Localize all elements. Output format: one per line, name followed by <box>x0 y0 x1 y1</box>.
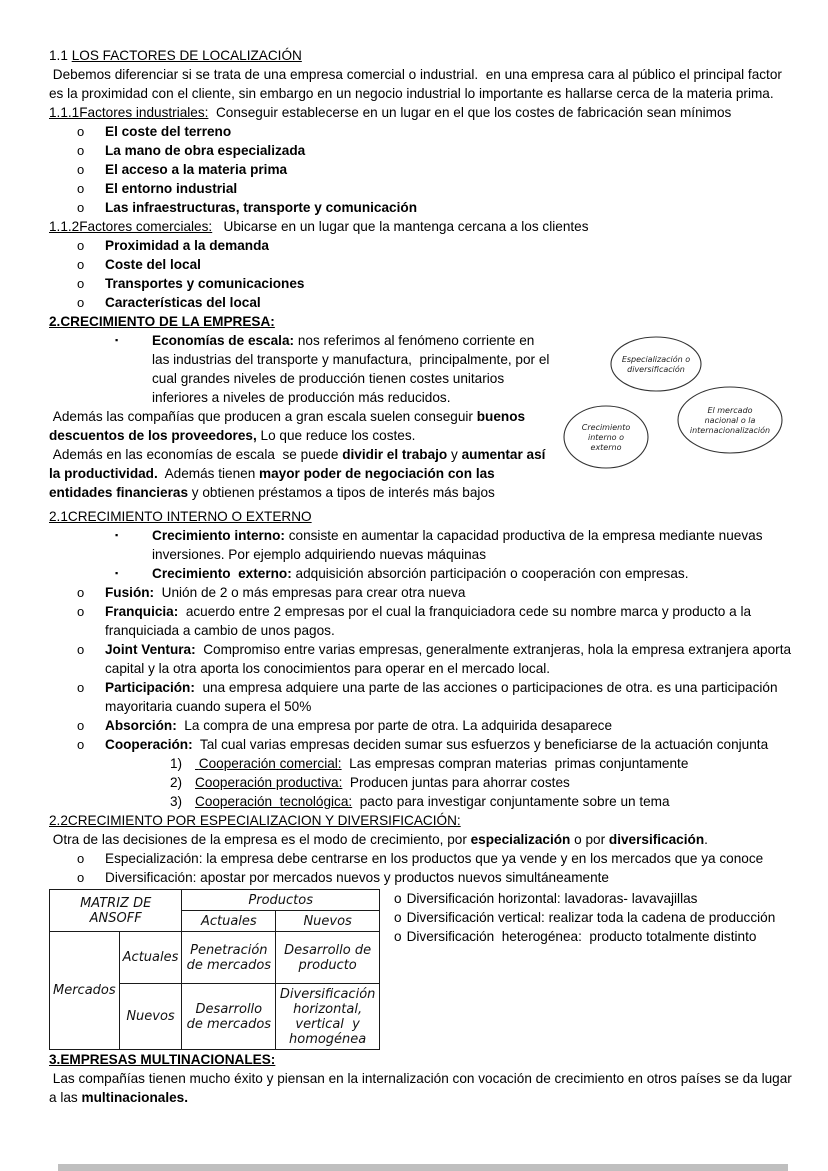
bullet-text <box>152 331 552 407</box>
section-1-1-heading <box>49 46 797 65</box>
circle-bullet-icon: o <box>394 910 402 925</box>
term-underlined: Cooperación tecnológica: <box>195 794 353 809</box>
subheading: 1.1.2Factores comerciales: <box>49 219 213 234</box>
next-page-edge <box>58 1164 788 1171</box>
square-bullet-icon: ▪ <box>115 568 119 578</box>
numbered-item <box>170 792 797 811</box>
note-text: Diversificación horizontal: lavadoras- lavavajillas <box>406 891 698 906</box>
bullet-item <box>77 255 797 274</box>
run-bold: mayor poder de negociación con las entidades financieras <box>49 466 499 500</box>
item-number: 1) <box>170 756 183 771</box>
bullet-item <box>77 274 797 293</box>
products-header-cell: Productos <box>182 890 380 911</box>
bullet-item <box>115 564 797 583</box>
bullet-item <box>115 526 797 564</box>
bullet-item <box>77 160 797 179</box>
square-bullet-icon: ▪ <box>115 530 119 540</box>
cell-penetracion: Penetración de mercados <box>182 932 276 984</box>
heading-title: LOS FACTORES DE LOCALIZACIÓN <box>71 48 302 63</box>
run: Además en las economías de escala se puede <box>49 447 343 462</box>
matrix-title-cell: MATRIZ DE ANSOFF <box>50 890 182 932</box>
heading-number: 1.1 <box>49 48 72 63</box>
bullet-text: El entorno industrial <box>105 181 238 196</box>
bullet-item <box>77 716 797 735</box>
venn-label: internacionalización <box>689 426 771 435</box>
section-1-1-2-heading <box>49 217 797 236</box>
bullet-text <box>105 640 797 678</box>
bullet-item <box>77 198 797 217</box>
circle-bullet-icon: o <box>77 124 85 139</box>
run: Otra de las decisiones de la empresa es el modo de crecimiento, por <box>49 832 471 847</box>
run-bold: especialización <box>470 832 571 847</box>
circle-bullet-icon: o <box>77 718 85 733</box>
bullet-text: Características del local <box>105 295 261 310</box>
cell-diversificacion: Diversificación horizontal, vertical y homogénea <box>276 984 380 1050</box>
term-underlined: Cooperación productiva: <box>195 775 343 790</box>
circle-bullet-icon: o <box>77 276 85 291</box>
venn-label: externo <box>590 443 622 452</box>
term-underlined: Cooperación comercial: <box>195 756 342 771</box>
venn-label: El mercado <box>707 406 753 415</box>
circle-bullet-icon: o <box>77 181 85 196</box>
numbered-text <box>195 792 797 811</box>
definition: Tal cual varias empresas deciden sumar sus esfuerzos y beneficiarse de la actuación conjunta <box>192 737 769 752</box>
run: y <box>447 447 462 462</box>
cell-desarrollo-mercados: Desarrollo de mercados <box>182 984 276 1050</box>
circle-bullet-icon: o <box>77 851 85 866</box>
numbered-item <box>170 754 797 773</box>
bullet-text: La mano de obra especializada <box>105 143 306 158</box>
bullet-text: El coste del terreno <box>105 124 232 139</box>
run-bold: dividir el trabajo <box>342 447 448 462</box>
term: Participación: <box>105 680 195 695</box>
run: Además las compañías que producen a gran escala suelen conseguir <box>49 409 477 424</box>
bullet-item <box>77 236 797 255</box>
section-2-2-heading <box>49 811 797 830</box>
term: Franquicia: <box>105 604 179 619</box>
venn-circle-specializacion <box>611 337 701 391</box>
run: y obtienen préstamos a tipos de interés más bajos <box>188 485 495 500</box>
definition: pacto para investigar conjuntamente sobre un tema <box>352 794 670 809</box>
products-actuales-cell: Actuales <box>182 911 276 932</box>
circle-bullet-icon: o <box>77 585 85 600</box>
section-heading-text: 2.2CRECIMIENTO POR ESPECIALIZACION Y DIVERSIFICACIÓN: <box>49 813 461 828</box>
run: Además tienen <box>157 466 260 481</box>
circle-bullet-icon: o <box>77 257 85 272</box>
circle-bullet-icon: o <box>77 143 85 158</box>
bullet-text: Transportes y comunicaciones <box>105 276 305 291</box>
paragraph <box>49 830 797 849</box>
venn-label: interno o <box>587 433 625 442</box>
note-text: Diversificación vertical: realizar toda la cadena de producción <box>406 910 776 925</box>
definition: Las empresas compran materias primas conjuntamente <box>341 756 689 771</box>
numbered-item <box>170 773 797 792</box>
term: Absorción: <box>105 718 177 733</box>
definition: nos referimos al fenómeno corriente en las industrias del transporte y manufactura, principalmente, por el cual grandes niveles de producción tienen costes unitarios inferiores a niveles de producción más reducidos. <box>152 333 554 405</box>
section-2-heading <box>49 312 797 331</box>
circle-bullet-icon: o <box>77 642 85 657</box>
note-text: Diversificación heterogénea: producto totalmente distinto <box>406 929 757 944</box>
venn-label: nacional o la <box>704 416 756 425</box>
subheading-text: Conseguir establecerse en un lugar en el que los costes de fabricación sean mínimos <box>208 105 732 120</box>
circle-bullet-icon: o <box>394 891 402 906</box>
paragraph <box>49 1069 797 1107</box>
ansoff-section <box>49 889 797 1050</box>
section-2 <box>49 312 797 502</box>
term: Fusión: <box>105 585 155 600</box>
bullet-text: El acceso a la materia prima <box>105 162 288 177</box>
run: . <box>704 832 708 847</box>
bullet-text: Diversificación: apostar por mercados nuevos y productos nuevos simultáneamente <box>105 870 609 885</box>
circle-bullet-icon: o <box>77 737 85 752</box>
circle-bullet-icon: o <box>77 604 85 619</box>
bullet-item <box>77 868 797 887</box>
circle-bullet-icon: o <box>77 295 85 310</box>
products-nuevos-cell: Nuevos <box>276 911 380 932</box>
definition: Unión de 2 o más empresas para crear otra nueva <box>154 585 466 600</box>
note-item <box>394 927 797 946</box>
bullet-item <box>77 583 797 602</box>
venn-label: Especialización o <box>621 355 691 364</box>
paragraph-text: Debemos diferenciar si se trata de una empresa comercial o industrial. en una empresa cara al público el principal factor es la proximidad con el cliente, sin embargo en un negocio industrial lo importante es hallarse cerca de la materia prima. <box>49 67 786 101</box>
bullet-item <box>77 735 797 754</box>
section-1-1-1-heading <box>49 103 797 122</box>
note-item <box>394 908 797 927</box>
definition: consiste en aumentar la capacidad productiva de la empresa mediante nuevas inversiones. Por ejemplo adquiriendo nuevas máquinas <box>152 528 767 562</box>
definition: La compra de una empresa por parte de otra. La adquirida desaparece <box>176 718 613 733</box>
bullet-item <box>77 293 797 312</box>
cell-desarrollo-producto: Desarrollo de producto <box>276 932 380 984</box>
run-bold: aumentar así la productividad. <box>49 447 550 481</box>
section-2-1-heading <box>49 507 797 526</box>
venn-label: diversificación <box>627 365 685 374</box>
bullet-text <box>105 735 797 754</box>
bullet-item <box>77 640 797 678</box>
run: o por <box>570 832 609 847</box>
section-heading-text: 3.EMPRESAS MULTINACIONALES: <box>49 1052 276 1067</box>
bullet-text: Coste del local <box>105 257 201 272</box>
circle-bullet-icon: o <box>77 200 85 215</box>
circle-bullet-icon: o <box>77 680 85 695</box>
bullet-text <box>105 583 797 602</box>
bullet-text <box>105 678 797 716</box>
bullet-text: Proximidad a la demanda <box>105 238 269 253</box>
run-bold: multinacionales. <box>81 1090 189 1105</box>
definition: una empresa adquiere una parte de las acciones o participaciones de otra. es una participación mayoritaria cuando supera el 50% <box>105 680 786 714</box>
circle-bullet-icon: o <box>77 162 85 177</box>
section-3-heading <box>49 1050 797 1069</box>
run: Lo que reduce los costes. <box>256 428 416 443</box>
circle-bullet-icon: o <box>77 238 85 253</box>
run: Las compañías tienen mucho éxito y piensan en la internalización con vocación de crecimiento en otros países se da lugar a las <box>49 1071 796 1105</box>
term: Economías de escala: <box>152 333 295 348</box>
term: Crecimiento externo: <box>152 566 292 581</box>
bullet-text <box>152 564 797 583</box>
bullet-item <box>115 331 552 407</box>
subheading-text: Ubicarse en un lugar que la mantenga cercana a los clientes <box>212 219 589 234</box>
bullet-text: Las infraestructuras, transporte y comunicación <box>105 200 417 215</box>
bullet-item <box>77 678 797 716</box>
item-number: 2) <box>170 775 183 790</box>
numbered-text <box>195 754 797 773</box>
numbered-text <box>195 773 797 792</box>
circle-bullet-icon: o <box>77 870 85 885</box>
term: Cooperación: <box>105 737 193 752</box>
venn-diagram-svg <box>560 333 797 505</box>
note-item <box>394 889 797 908</box>
bullet-item <box>77 602 797 640</box>
definition: acuerdo entre 2 empresas por el cual la franquiciadora cede su nombre marca y producto a la franquiciada a cambio de unos pagos. <box>105 604 755 638</box>
term: Joint Ventura: <box>105 642 196 657</box>
section-heading-text: 2.CRECIMIENTO DE LA EMPRESA: <box>49 314 275 329</box>
bullet-text <box>105 716 797 735</box>
run-bold: diversificación <box>608 832 705 847</box>
circle-bullet-icon: o <box>394 929 402 944</box>
subheading: 1.1.1Factores industriales: <box>49 105 209 120</box>
bullet-text <box>105 602 797 640</box>
bullet-item <box>77 122 797 141</box>
bullet-item <box>77 179 797 198</box>
mercados-actuales-cell: Actuales <box>119 932 182 984</box>
ansoff-matrix-table <box>49 889 380 1050</box>
venn-label: Crecimiento <box>581 423 631 432</box>
bullet-text: Especialización: la empresa debe centrarse en los productos que ya vende y en los mercados que ya conoce <box>105 851 764 866</box>
bullet-item <box>77 849 797 868</box>
definition: Compromiso entre varias empresas, generalmente extranjeras, hola la empresa extranjera aporta capital y la otra aporta los conocimientos para operar en el mercado local. <box>105 642 795 676</box>
mercados-nuevos-cell: Nuevos <box>119 984 182 1050</box>
section-1-1-intro-paragraph <box>49 65 797 103</box>
square-bullet-icon: ▪ <box>115 335 119 345</box>
section-heading-text: 2.1CRECIMIENTO INTERNO O EXTERNO <box>49 509 312 524</box>
definition: Producen juntas para ahorrar costes <box>342 775 570 790</box>
run-bold: buenos descuentos de los proveedores, <box>49 409 529 443</box>
bullet-text <box>152 526 797 564</box>
bullet-item <box>77 141 797 160</box>
definition: adquisición absorción participación o cooperación con empresas. <box>291 566 689 581</box>
growth-strategies-venn-diagram <box>560 333 797 505</box>
diversification-notes <box>380 889 797 946</box>
term: Crecimiento interno: <box>152 528 285 543</box>
mercados-header-cell: Mercados <box>50 932 120 1050</box>
item-number: 3) <box>170 794 183 809</box>
